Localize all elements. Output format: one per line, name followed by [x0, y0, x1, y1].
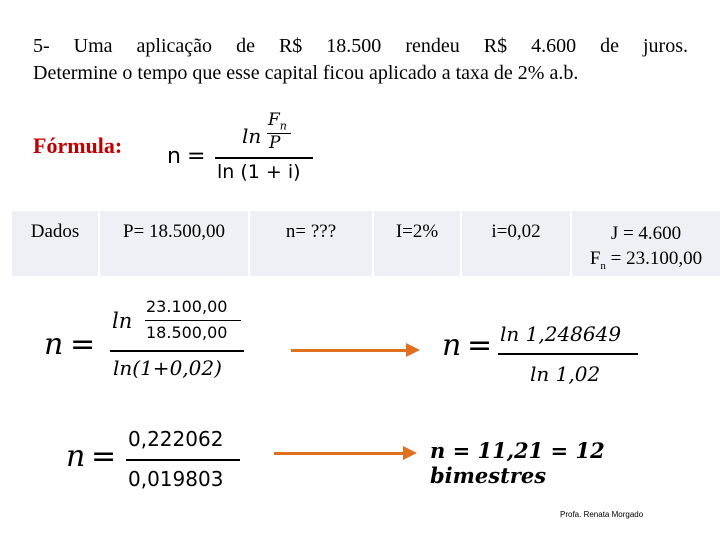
- problem-statement: [33, 33, 688, 87]
- arrow-line-2: [274, 452, 408, 455]
- data-cell-rate-decimal: i=0,02: [491, 221, 541, 242]
- data-cell-j-fn: [572, 211, 720, 276]
- step1-fraction-line: [110, 350, 244, 352]
- formula-label: Fórmula:: [33, 133, 123, 158]
- step1-inner-denominator: 18.500,00: [146, 323, 228, 342]
- result-text: n = 11,21 = 12 bimestres: [430, 438, 605, 488]
- problem-line-1: 5- Uma aplicação de R$ 18.500 rendeu R$ 4.600 de juros.: [33, 35, 688, 57]
- step1-lhs: n: [44, 327, 64, 362]
- general-formula: [165, 110, 325, 190]
- step3-equation: [66, 427, 256, 497]
- step1-equation: [40, 295, 260, 390]
- step2-fraction-line: [498, 353, 638, 355]
- arrow-head-icon: [403, 446, 417, 460]
- formula-fn: $F_n$: [268, 110, 287, 133]
- data-cell-dados: Dados: [30, 221, 80, 242]
- step3-fraction-line: [126, 459, 240, 461]
- step2-equals: =: [467, 328, 493, 363]
- formula-equals: =: [187, 144, 206, 169]
- step3-equals: =: [91, 439, 117, 474]
- step3-denominator: 0,019803: [128, 467, 224, 491]
- step3-numerator: 0,222062: [128, 427, 224, 451]
- step2-numerator: ln 1,248649: [500, 322, 622, 346]
- formula-fraction-line: [215, 157, 313, 159]
- step2-lhs: n: [442, 328, 462, 363]
- step2-denominator: ln 1,02: [530, 362, 601, 386]
- formula-p: P: [269, 133, 281, 153]
- problem-line-2: Determine o tempo que esse capital ficou aplicado a taxa de 2% a.b.: [33, 62, 579, 84]
- data-fn-value: $F_n = 23.100,00$: [589, 248, 703, 272]
- arrow-head-icon: [406, 343, 420, 357]
- step1-inner-numerator: 23.100,00: [146, 297, 228, 316]
- step1-equals: =: [70, 327, 96, 362]
- data-cell-n: n= ???: [285, 221, 337, 242]
- step1-denominator: ln(1+0,02): [113, 356, 222, 380]
- step3-lhs: n: [66, 439, 86, 474]
- author-credit: Profa. Renata Morgado: [560, 510, 644, 519]
- data-cell-p: P= 18.500,00: [122, 221, 226, 242]
- data-j-value: J = 4.600: [610, 223, 682, 244]
- formula-lhs: n: [167, 144, 181, 169]
- step2-equation: [440, 318, 660, 393]
- step1-inner-line: [145, 320, 241, 321]
- arrow-line-1: [291, 349, 411, 352]
- data-table: [12, 211, 720, 276]
- data-cell-rate-percent: I=2%: [395, 221, 439, 242]
- formula-ln-num: ln: [242, 124, 262, 148]
- step1-ln: ln: [112, 309, 133, 333]
- formula-denominator: ln (1 + i): [217, 161, 301, 183]
